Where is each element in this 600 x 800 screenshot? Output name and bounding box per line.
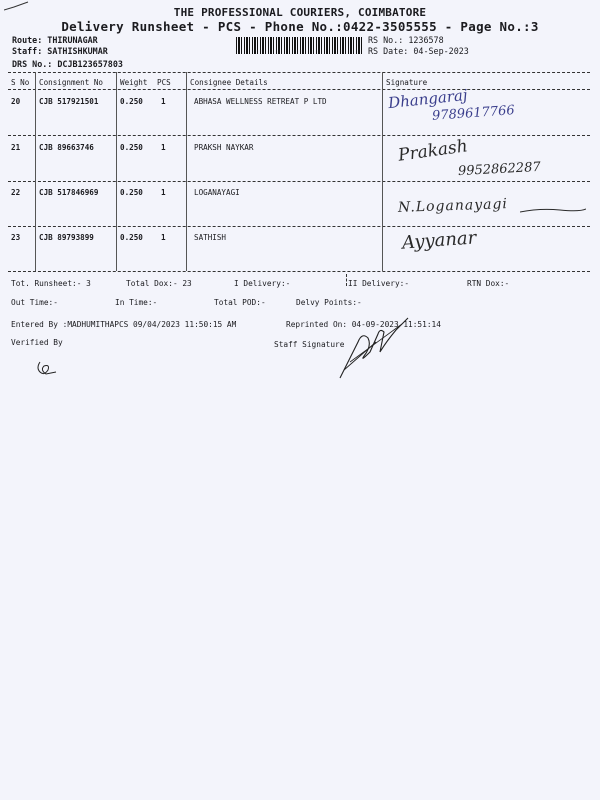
row-divider bbox=[8, 135, 590, 136]
column-header-weight: Weight bbox=[120, 78, 148, 87]
column-header-signature: Signature bbox=[386, 78, 428, 87]
rs-date: RS Date: 04-Sep-2023 bbox=[368, 46, 469, 56]
column-header-consignment: Consignment No bbox=[39, 78, 104, 87]
table-row-pcs: 1 bbox=[161, 97, 166, 106]
divider-tick bbox=[346, 274, 347, 286]
rs-number: RS No.: 1236578 bbox=[368, 35, 444, 45]
handwritten-signature-phone: 9952862287 bbox=[457, 159, 542, 180]
column-divider bbox=[186, 72, 187, 271]
handwritten-signature-name: Ayyanar bbox=[401, 227, 477, 254]
table-row-weight: 0.250 bbox=[120, 233, 143, 242]
handwritten-signature-name: Prakash bbox=[396, 136, 469, 166]
route-label: Route: THIRUNAGAR bbox=[12, 35, 98, 45]
column-header-sno: S No bbox=[11, 78, 30, 87]
table-row-consignment: CJB 517921501 bbox=[39, 97, 99, 106]
handwritten-signature-name: Dhangaraj bbox=[387, 85, 469, 113]
row-divider bbox=[8, 181, 590, 182]
handwritten-signature-name: N.Loganayagi bbox=[397, 196, 509, 216]
table-row-sno: 23 bbox=[11, 233, 21, 242]
total-pod: Total POD:- bbox=[214, 298, 266, 307]
out-time: Out Time:- bbox=[11, 298, 58, 307]
table-row-consignee: SATHISH bbox=[194, 233, 227, 242]
table-row-weight: 0.250 bbox=[120, 143, 143, 152]
ii-delivery: II Delivery:- bbox=[348, 279, 410, 288]
verified-signature-scribble bbox=[34, 358, 60, 378]
total-dox: Total Dox:- 23 bbox=[126, 279, 192, 288]
verified-by: Verified By bbox=[11, 338, 63, 347]
staff-label: Staff: SATHISHKUMAR bbox=[12, 46, 108, 56]
in-time: In Time:- bbox=[115, 298, 158, 307]
staff-signature-label: Staff Signature bbox=[274, 340, 345, 349]
i-delivery: I Delivery:- bbox=[234, 279, 291, 288]
entered-by: Entered By :MADHUMITHAPCS 09/04/2023 11:50:15 AM bbox=[11, 320, 237, 329]
header-bottom-rule bbox=[8, 89, 590, 90]
reprinted-on: Reprinted On: 04-09-2023 11:51:14 bbox=[286, 320, 441, 329]
handwritten-signature-phone: 9789617766 bbox=[431, 103, 516, 124]
table-row-sno: 21 bbox=[11, 143, 21, 152]
barcode bbox=[236, 37, 364, 54]
table-row-consignee: ABHASA WELLNESS RETREAT P LTD bbox=[194, 97, 327, 106]
row-divider bbox=[8, 271, 590, 272]
column-divider bbox=[382, 72, 383, 271]
drs-number: DRS No.: DCJB123657803 bbox=[12, 59, 123, 69]
table-row-consignment: CJB 89663746 bbox=[39, 143, 94, 152]
column-divider bbox=[116, 72, 117, 271]
staff-signature-scribble bbox=[330, 312, 412, 382]
company-title: THE PROFESSIONAL COURIERS, COIMBATORE bbox=[173, 6, 427, 19]
column-header-pcs: PCS bbox=[157, 78, 171, 87]
table-row-weight: 0.250 bbox=[120, 188, 143, 197]
table-row-sno: 20 bbox=[11, 97, 21, 106]
table-row-consignment: CJB 517846969 bbox=[39, 188, 99, 197]
table-row-consignee: PRAKSH NAYKAR bbox=[194, 143, 254, 152]
rtn-dox: RTN Dox:- bbox=[467, 279, 510, 288]
table-row-weight: 0.250 bbox=[120, 97, 143, 106]
table-row-pcs: 1 bbox=[161, 143, 166, 152]
table-row-pcs: 1 bbox=[161, 188, 166, 197]
table-top-rule bbox=[8, 72, 590, 73]
runsheet-subtitle: Delivery Runsheet - PCS - Phone No.:0422-3505555 - Page No.:3 bbox=[61, 19, 539, 34]
column-header-consignee: Consignee Details bbox=[190, 78, 268, 87]
table-row-consignee: LOGANAYAGI bbox=[194, 188, 240, 197]
tot-runsheet: Tot. Runsheet:- 3 bbox=[11, 279, 91, 288]
signature-underline-icon bbox=[520, 204, 586, 218]
table-row-consignment: CJB 89793899 bbox=[39, 233, 94, 242]
column-divider bbox=[35, 72, 36, 271]
table-row-pcs: 1 bbox=[161, 233, 166, 242]
delvy-points: Delvy Points:- bbox=[296, 298, 362, 307]
row-divider bbox=[8, 226, 590, 227]
table-row-sno: 22 bbox=[11, 188, 21, 197]
